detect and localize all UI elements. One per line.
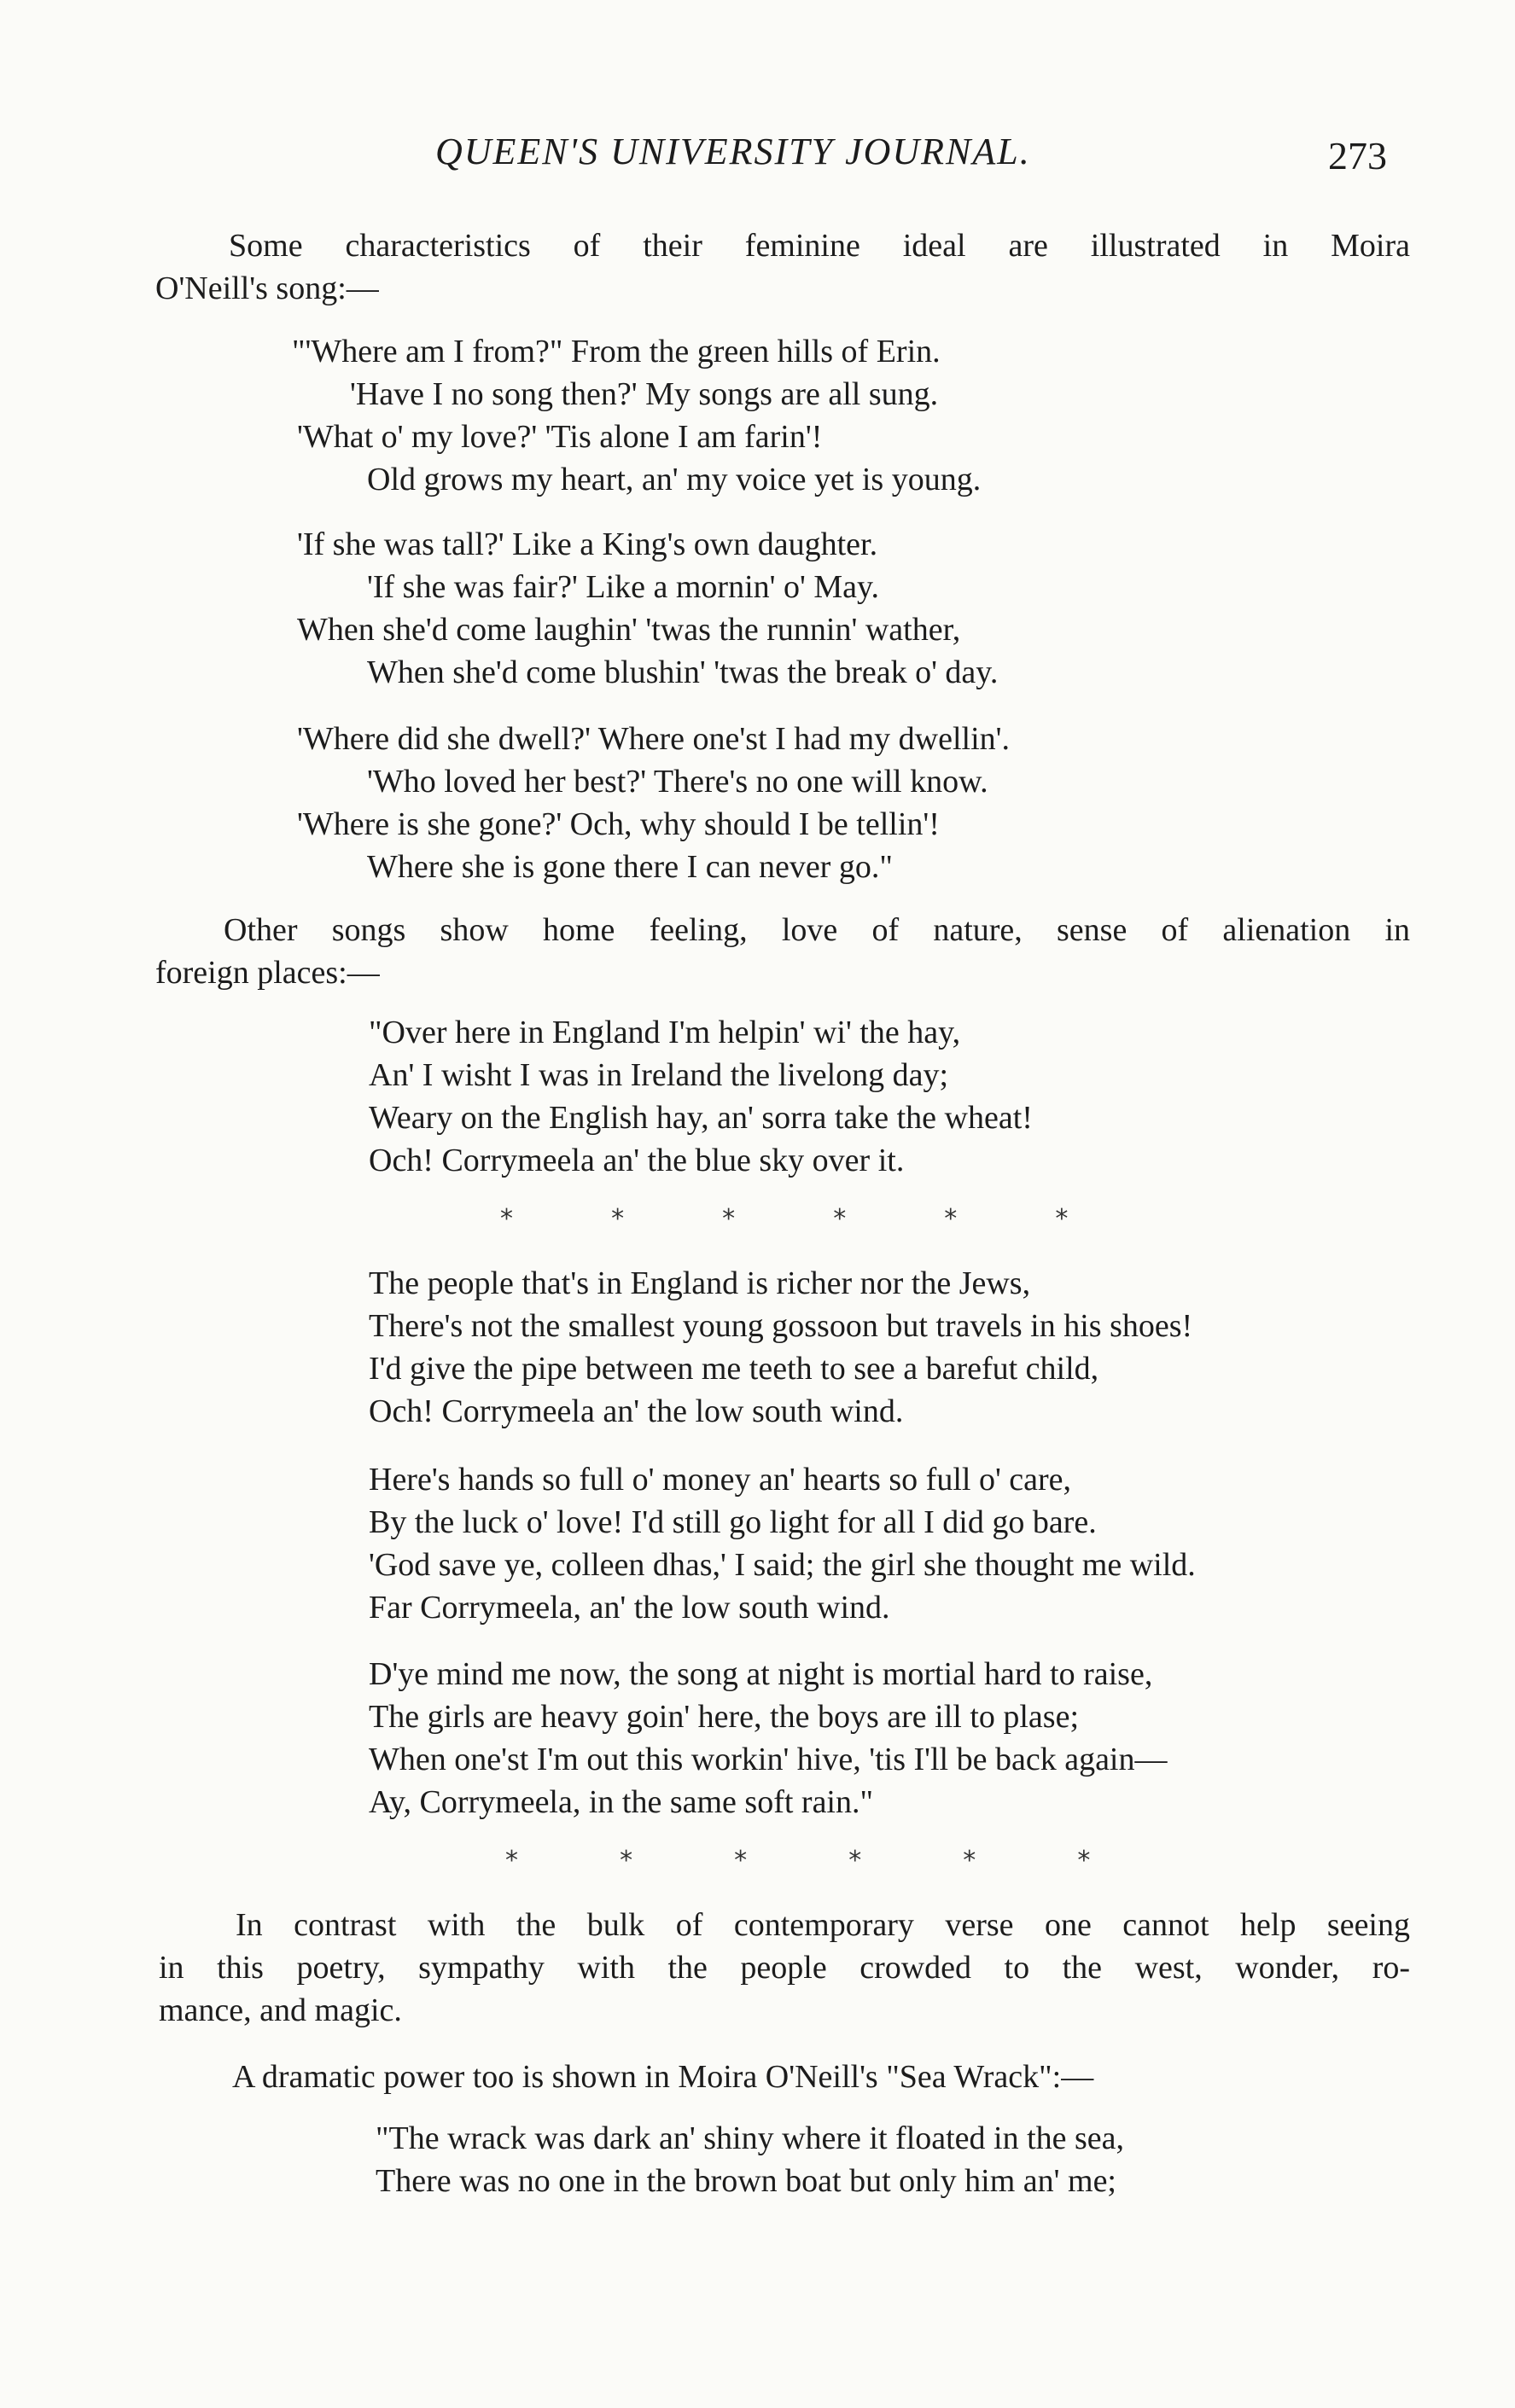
prose-line: Other songs show home feeling, love of nature, sense of alienation in bbox=[224, 912, 1410, 948]
verse-line: The girls are heavy goin' here, the boys are ill to plase; bbox=[369, 1699, 1080, 1735]
verse-line: There was no one in the brown boat but only him an' me; bbox=[376, 2163, 1116, 2199]
verse-line: 'What o' my love?' 'Tis alone I am farin'! bbox=[297, 419, 823, 455]
verse-line: Here's hands so full o' money an' hearts so full o' care, bbox=[369, 1462, 1072, 1498]
verse-line: By the luck o' love! I'd still go light for all I did go bare. bbox=[369, 1504, 1097, 1540]
verse-line: Weary on the English hay, an' sorra take the wheat! bbox=[369, 1100, 1033, 1136]
verse-line: Ay, Corrymeela, in the same soft rain." bbox=[369, 1784, 874, 1820]
verse-line: 'God save ye, colleen dhas,' I said; the girl she thought me wild. bbox=[369, 1547, 1196, 1583]
prose-line: mance, and magic. bbox=[159, 1992, 402, 2028]
verse-line: When she'd come blushin' 'twas the break o' day. bbox=[367, 654, 999, 690]
prose-line: in this poetry, sympathy with the people crowded to the west, wonder, ro- bbox=[159, 1950, 1410, 1986]
running-header bbox=[0, 130, 1515, 181]
verse-line: Far Corrymeela, an' the low south wind. bbox=[369, 1590, 890, 1626]
verse-line: Old grows my heart, an' my voice yet is young. bbox=[367, 462, 982, 497]
verse-line: Och! Corrymeela an' the blue sky over it. bbox=[369, 1143, 905, 1178]
verse-line: Och! Corrymeela an' the low south wind. bbox=[369, 1393, 904, 1429]
verse-line: 'Where is she gone?' Och, why should I be tellin'! bbox=[297, 806, 940, 842]
verse-line: "Over here in England I'm helpin' wi' the hay, bbox=[369, 1015, 961, 1050]
verse-line: D'ye mind me now, the song at night is mortial hard to raise, bbox=[369, 1656, 1153, 1692]
verse-line: An' I wisht I was in Ireland the livelong day; bbox=[369, 1057, 949, 1093]
prose-line: O'Neill's song:— bbox=[155, 270, 379, 306]
verse-line: "'Where am I from?" From the green hills of Erin. bbox=[292, 334, 941, 369]
verse-line: 'If she was tall?' Like a King's own daughter. bbox=[297, 526, 878, 562]
section-break-asterisks: * * * * * * bbox=[500, 1204, 1069, 1234]
section-break-asterisks: * * * * * * bbox=[505, 1846, 1091, 1876]
verse-line: 'Have I no song then?' My songs are all sung. bbox=[350, 376, 939, 412]
verse-line: 'If she was fair?' Like a mornin' o' May. bbox=[367, 569, 880, 605]
verse-line: Where she is gone there I can never go." bbox=[367, 849, 893, 885]
verse-line: 'Where did she dwell?' Where one'st I had my dwellin'. bbox=[297, 721, 1010, 757]
verse-line: When one'st I'm out this workin' hive, 'tis I'll be back again— bbox=[369, 1742, 1168, 1777]
prose-line: In contrast with the bulk of contemporary verse one cannot help seeing bbox=[236, 1907, 1410, 1943]
verse-line: "The wrack was dark an' shiny where it floated in the sea, bbox=[376, 2120, 1125, 2156]
prose-line: foreign places:— bbox=[155, 955, 380, 991]
verse-line: The people that's in England is richer nor the Jews, bbox=[369, 1265, 1031, 1301]
prose-line: A dramatic power too is shown in Moira O'Neill's "Sea Wrack":— bbox=[232, 2059, 1094, 2095]
journal-title: QUEEN'S UNIVERSITY JOURNAL. bbox=[435, 131, 1031, 172]
verse-line: 'Who loved her best?' There's no one will know. bbox=[367, 764, 988, 800]
prose-line: Some characteristics of their feminine ideal are illustrated in Moira bbox=[229, 228, 1410, 264]
verse-line: When she'd come laughin' 'twas the runnin' wather, bbox=[297, 612, 961, 648]
verse-line: I'd give the pipe between me teeth to see a barefut child, bbox=[369, 1351, 1099, 1387]
verse-line: There's not the smallest young gossoon but travels in his shoes! bbox=[369, 1308, 1193, 1344]
page-number: 273 bbox=[1328, 134, 1387, 177]
